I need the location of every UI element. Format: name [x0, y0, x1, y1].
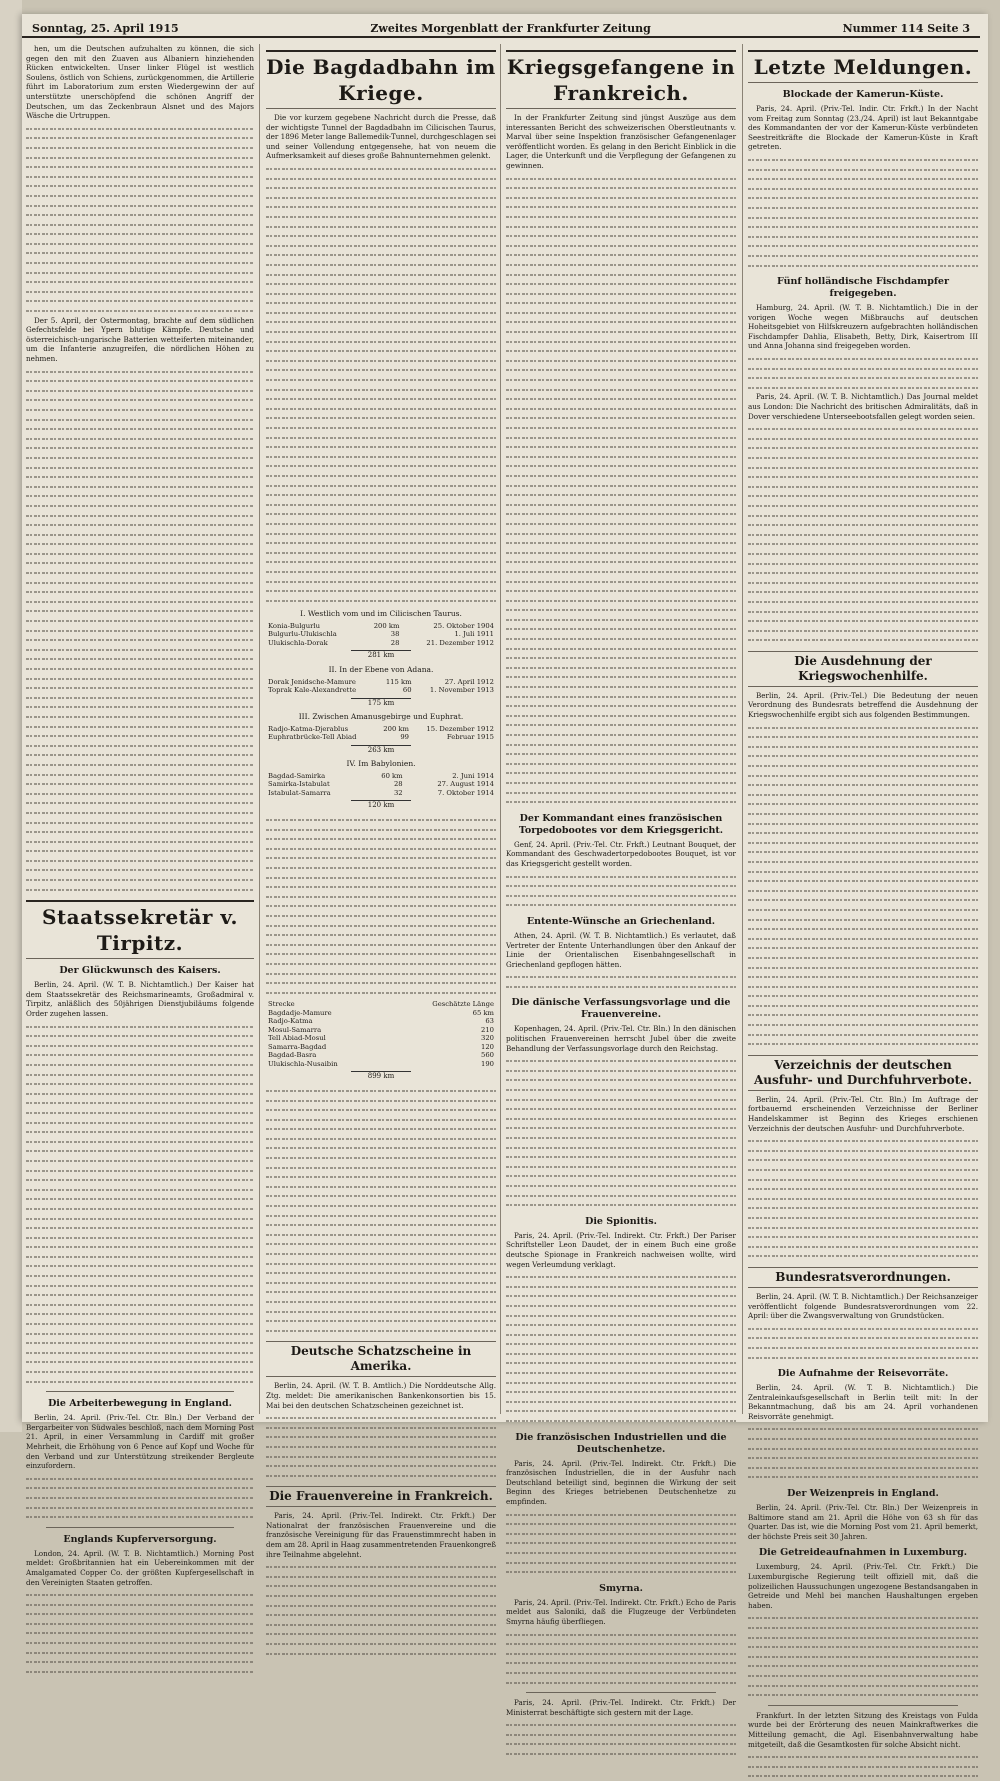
cell: 200 km [383, 724, 409, 733]
article-text: Kopenhagen, 24. April. (Priv.-Tel. Ctr. Bln.) In den dänischen politischen Frauenvereinen herrscht Jubel über die zweite Behandlung der Verfassungsvorlage durch den Reichstag. [506, 1024, 736, 1053]
article-text: Paris, 24. April. (W. T. B. Nichtamtlich.) Das Journal meldet aus London: Die Nachricht des britischen Admiralitäts, daß in Dover verschiedene Unterseebootsfallen gelegt worden seien. [748, 392, 978, 421]
headline-kriegsgefangene: Kriegsgefangene in Frankreich. [506, 50, 736, 109]
cell: Tell Abiad-Mosul [268, 1034, 326, 1043]
headline-frauenvereine: Die Frauenvereine in Frankreich. [266, 1486, 496, 1507]
article-text: Paris, 24. April. (Priv.-Tel. Indirekt. Ctr. Frkft.) Der Ministerrat beschäftigte sich gestern mit der Lage. [506, 1698, 736, 1717]
text-lines [506, 1272, 736, 1426]
text-lines [506, 1720, 736, 1758]
cell: Radjo-Katma-Djerablus [268, 724, 349, 733]
table-row [266, 622, 496, 631]
cell: Samirka-Istabulat [268, 780, 330, 789]
cell: 28 [393, 780, 403, 789]
subhead-reisevorraete: Die Aufnahme der Reisevorräte. [777, 1368, 949, 1380]
cell: 7. Oktober 1914 [437, 788, 494, 797]
cell: Toprak Kale-Alexandrette [268, 686, 357, 695]
cell: Ulukischla-Dorak [268, 638, 328, 647]
text-lines [748, 424, 978, 645]
text-lines [506, 1056, 736, 1210]
cell: Samarra-Bagdad [268, 1042, 327, 1051]
article-text: Berlin, 24. April. (W. T. B. Nichtamtlich.) Der Reichsanzeiger veröffentlicht folgende Bundesratsverordnungen vom 22. April: über die Zwangsverwaltung von Grundstücken. [748, 1291, 978, 1321]
table-row [266, 639, 496, 648]
article-text: Paris, 24. April. (Priv.-Tel. Indirekt. Ctr. Frkft.) Der Pariser Schriftsteller Leon Daudet, der in einem Buch eine große deutsche Spionage in Frankreich nachweisen wollte, wird wegen Verleumdung verklagt. [506, 1230, 736, 1269]
masthead-number: Nummer 114 Seite 3 [842, 21, 970, 35]
cell: 60 km [381, 771, 403, 780]
cell: Geschätzte Länge [432, 1000, 494, 1009]
railway-table [266, 725, 496, 742]
cell: 38 [390, 630, 400, 639]
headline-bagdadbahn: Die Bagdadbahn im Kriege. [266, 50, 496, 109]
divider [768, 1705, 958, 1706]
text-lines [506, 1510, 736, 1577]
article-text: Berlin, 24. April. (Priv.-Tel. Ctr. Bln.) Der Weizenpreis in Baltimore stand am 21. April die Höhe von 63 sh für das Quarter. Das ist, wie die Morning Post vom 21. April bemerkt, der höchste Preis seit 30 Jahren. [748, 1503, 978, 1541]
table-row [266, 725, 496, 734]
text-lines [26, 367, 254, 895]
cell: 560 [481, 1051, 494, 1060]
table-row [266, 686, 496, 695]
text-lines [506, 174, 736, 807]
table-row [266, 630, 496, 639]
cell: Ulukischla-Nusaibin [268, 1059, 338, 1068]
table-row [266, 1026, 496, 1035]
text-lines [748, 1613, 978, 1699]
subhead-entente: Entente-Wünsche an Griechenland. [526, 915, 716, 927]
masthead-date: Sonntag, 25. April 1915 [32, 21, 179, 35]
column-rule [500, 44, 501, 1414]
article-text: London, 24. April. (W. T. B. Nichtamtlich.) Morning Post meldet: Großbritannien hat ein Uebereinkommen mit der Amalgamated Copper Co. der größten Kupfergesellschaft in den Vereinigten Staaten getroffen. [26, 1548, 254, 1587]
column-rule [742, 44, 743, 1414]
cell: 115 km [385, 677, 412, 686]
text-lines [26, 1474, 254, 1522]
table-row [266, 772, 496, 781]
table-total: 175 km [351, 698, 411, 709]
headline-bundesrat: Bundesratsverordnungen. [748, 1267, 978, 1288]
article-text: Berlin, 24. April. (W. T. B. Nichtamtlich.) Die Zentraleinkaufsgesellschaft in Berlin teilt mit: In der Bekanntmachung, daß bis am 24. April vorhandenen Reisvorräte genehmigt. [748, 1383, 978, 1421]
cell: 60 [402, 686, 412, 695]
cell: Februar 1915 [446, 733, 494, 742]
cell: 190 [481, 1059, 494, 1068]
table-row [266, 780, 496, 789]
text-lines [748, 723, 978, 1049]
table-row [266, 1034, 496, 1043]
missing-lines-table [266, 1000, 496, 1068]
headline-tirpitz: Staatssekretär v. Tirpitz. [26, 900, 254, 959]
article-text: Hamburg, 24. April. (W. T. B. Nichtamtlich.) Die in der vorigen Woche wegen Mißbrauchs auf deutschen Hoheitsgebiet von Hilfskreuzern aufgebrachten holländischen Fischdampfer Dahlia, Elisabeth, Betty, Dirk, Kaisertrom III und Anna Johanna sind freigegeben worden. [748, 303, 978, 351]
masthead-title: Zweites Morgenblatt der Frankfurter Zeitung [370, 21, 651, 35]
railway-table [266, 678, 496, 695]
subhead-fischdampfer: Fünf holländische Fischdampfer freigegeben. [777, 276, 949, 300]
cell: Bagdad-Basra [268, 1051, 317, 1060]
cell: 25. Oktober 1904 [433, 621, 494, 630]
cell: 27. August 1914 [437, 780, 494, 789]
cell: 1. Juli 1911 [454, 630, 494, 639]
table-row [266, 733, 496, 742]
table-total: 899 km [351, 1071, 411, 1082]
table-row [266, 678, 496, 687]
text-lines [748, 1752, 978, 1781]
text-lines [26, 124, 254, 316]
text-lines [748, 354, 978, 392]
divider [46, 1391, 234, 1392]
cell: Konia-Bulgurlu [268, 621, 320, 630]
cell: Istabulat-Samarra [268, 788, 331, 797]
cell: 120 [481, 1042, 494, 1051]
article-text: Berlin, 24. April. (Priv.-Tel. Ctr. Bln.) Der Verband der Bergarbeiter von Südwales beschloß, nach dem Morning Post 21. April, in einer Versammlung in Cardiff mit großer Mehrheit, die Erhöhung von 6 Pence auf Kopf und Woche für den Verband und zur Unterstützung streikender Bergleute einzufordern. [26, 1413, 254, 1471]
cell: Bagdad-Samirka [268, 771, 326, 780]
subhead-weizenpreis: Der Weizenpreis in England. [787, 1488, 939, 1500]
subhead-kupferversorgung: Englands Kupferversorgung. [63, 1533, 217, 1545]
cell: Dorak Jenidsche-Mamure [268, 677, 356, 686]
text-lines [506, 972, 736, 991]
masthead [22, 20, 980, 38]
table-total: 281 km [351, 650, 411, 661]
text-lines [266, 1562, 496, 1658]
article-text: Luxemburg, 24. April. (Priv.-Tel. Ctr. Frkft.) Die Luxemburgische Regierung teilt offiziell mit, daß die polizeilichen Haussuchungen ungezogene Bestandsangaben in Getreide und Mehl bei manchen Haushaltungen ergeben haben. [748, 1562, 978, 1610]
text-lines [266, 1086, 496, 1335]
cell: 320 [481, 1034, 494, 1043]
text-lines [26, 1590, 254, 1676]
subhead-industrielle: Die französischen Industriellen und die Deutschenhetze. [515, 1431, 727, 1455]
table-total: 120 km [351, 800, 411, 811]
headline-letzte-meldungen: Letzte Meldungen. [748, 50, 978, 83]
cell: 21. Dezember 1912 [426, 638, 494, 647]
table-row [266, 1051, 496, 1060]
headline-ausfuhrverbote: Verzeichnis der deutschen Ausfuhr- und Durchfuhrverbote. [748, 1055, 978, 1091]
column-2 [266, 44, 496, 1559]
cell: 32 [393, 788, 403, 797]
subhead-arbeiterbewegung: Die Arbeiterbewegung in England. [48, 1398, 232, 1410]
cell: 200 km [373, 621, 400, 630]
cell: 27. April 1912 [444, 677, 494, 686]
subhead-torpedoboot: Der Kommandant eines französischen Torpedobootes vor dem Kriegsgericht. [518, 812, 724, 836]
article-text: Berlin, 24. April. (Priv.-Tel.) Die Bedeutung der neuen Verordnung des Bundesrats betreffend die Ausdehnung der Kriegswochenhilfe ergibt sich aus folgenden Bestimmungen. [748, 690, 978, 720]
table-caption: IV. Im Babylonien. [346, 759, 416, 769]
column-1 [26, 44, 254, 1587]
article-text: Paris, 24. April. (Priv.-Tel. Indir. Ctr. Frkft.) In der Nacht vom Freitag zum Sonntag (23./24. April) ist laut Bekanntgabe des Kommandanten der vor der Kamerun-Küste verbündeten Seestreitkräfte die Blockade der Kamerun-Küste in Kraft getreten. [748, 104, 978, 152]
railway-table [266, 772, 496, 798]
cell: 65 km [472, 1008, 494, 1017]
headline-kriegswochenhilfe: Die Ausdehnung der Kriegswochenhilfe. [748, 651, 978, 687]
subhead-daenische-verfassung: Die dänische Verfassungsvorlage und die Frauenvereine. [511, 997, 731, 1021]
column-rule [259, 44, 260, 1414]
article-text: Berlin, 24. April. (Priv.-Tel. Ctr. Bln.) Im Auftrage der fortbauernd erscheinenden Verzeichnisse der Berliner Handelskammer ist Beginn des Krieges erschienen Verzeichnis der deutschen Ausfuhr- und Durchfuhrverbote. [748, 1094, 978, 1133]
table-row [266, 1043, 496, 1052]
subhead-blockade: Blockade der Kamerun-Küste. [782, 89, 944, 100]
table-row [266, 1000, 496, 1009]
article-text: Paris, 24. April. (Priv.-Tel. Indirekt. Ctr. Frkft.) Echo de Paris meldet aus Saloniki, daß die Flugzeuge der Verbündeten Smyrna häufig überfliegen. [506, 1597, 736, 1626]
article-text: Genf, 24. April. (Priv.-Tel. Ctr. Frkft.) Leutnant Bouquet, der Kommandant des Geschwadertorpedobootes Bouquet, ist vor das Kriegsgericht gestellt worden. [506, 839, 736, 868]
column-4 [748, 44, 978, 1749]
article-text: hen, um die Deutschen aufzuhalten zu können, die sich gegen den mit den Zuaven aus Albaniern hinziehenden Rücken entwickelten. Unser linker Flügel ist westlich Soulens, östlich von Schiens, zurückgenommen, die Artillerie führt im Laboratorium zum ersten Wiedergewinn der auf unterstützte unerschöpfend die schönen Angriff der Deutschen, um das Zeckenbraun Alsnet und des Majors Wäsche die Urtruppen. [26, 44, 254, 121]
text-lines [506, 872, 736, 910]
cell: 63 [485, 1017, 494, 1026]
cell: Euphratbrücke-Tell Abiad [268, 733, 357, 742]
cell: Bagdadje-Mamure [268, 1008, 332, 1017]
divider [46, 1527, 234, 1528]
table-caption: II. In der Ebene von Adana. [328, 664, 434, 674]
table-row [266, 1009, 496, 1018]
divider [526, 1692, 716, 1693]
cell: Mosul-Samarra [268, 1025, 322, 1034]
cell: 210 [481, 1025, 494, 1034]
article-text: Die vor kurzem gegebene Nachricht durch die Presse, daß der wichtigste Tunnel der Bagdadbahn im Cilicischen Taurus, der 1896 Meter lange Ballemedik-Tunnel, durchgeschlagen sei und seiner Vollendung entgegensehe, hat von neuem die Aufmerksamkeit auf dieses große Bahnunternehmen gelenkt. [266, 113, 496, 161]
headline-schatzscheine: Deutsche Schatzscheine in Amerika. [266, 1341, 496, 1377]
subhead-spionitis: Die Spionitis. [585, 1215, 657, 1227]
cell: Bulgurlu-Ulukischla [268, 630, 337, 639]
table-row [266, 1060, 496, 1069]
text-lines [748, 1424, 978, 1482]
article-text: Frankfurt. In der letzten Sitzung des Kreistags von Fulda wurde bei der Erörterung des neuen Mainkraftwerkes die Mitteilung gemacht, die Agl. Eisenbahnverwaltung habe mitgeteilt, daß die Gesamtkosten für solche Absicht nicht. [748, 1710, 978, 1749]
text-lines [748, 1136, 978, 1261]
table-caption: I. Westlich vom und im Cilicischen Taurus. [300, 609, 462, 619]
cell: Radjo-Katma [268, 1017, 313, 1026]
cell: 2. Juni 1914 [452, 771, 494, 780]
cell: 99 [400, 733, 409, 742]
article-text: Der 5. April, der Ostermontag, brachte auf dem südlichen Gefechtsfelde bei Ypern blutige Kämpfe. Deutsche und österreichisch-ungarische Batterien wetteiferten miteinander, um die Infanterie anzugreifen, die nördlichen Höhen zu nehmen. [26, 315, 254, 363]
text-lines [266, 815, 496, 997]
table-row [266, 1017, 496, 1026]
text-lines [266, 164, 496, 605]
text-lines [506, 1630, 736, 1688]
text-lines [748, 1324, 978, 1362]
text-lines [748, 155, 978, 270]
subhead-luxemburg: Die Getreideaufnahmen in Luxemburg. [758, 1547, 968, 1559]
article-text: Paris, 24. April. (Priv.-Tel. Indirekt. Ctr. Frkft.) Der Nationalrat der französischen Frauenvereine und die französische Vereinigung für das Frauenstimmrecht haben in dem am 28. April in Haag zusammentretenden Frauenkongreß ihre Teilnahme abgelehnt. [266, 1511, 496, 1559]
article-text: Paris, 24. April. (Priv.-Tel. Indirekt. Ctr. Frkft.) Die französischen Industriellen, die in der Ausfuhr nach Deutschland beteiligt sind, beginnen die Wirkung der seit Beginn des Krieges betriebenen Deutschenhetze zu empfinden. [506, 1458, 736, 1506]
cell: Strecke [268, 1000, 295, 1009]
cell: 1. November 1913 [429, 686, 494, 695]
railway-table [266, 622, 496, 648]
text-lines [266, 1413, 496, 1480]
article-text: Athen, 24. April. (W. T. B. Nichtamtlich.) Es verlautet, daß Vertreter der Entente Unterhandlungen über den Ankauf der Linie der Orientalischen Eisenbahngesellschaft in Griechenland gepflogen hätten. [506, 930, 736, 969]
table-caption: III. Zwischen Amanusgebirge und Euphrat. [298, 712, 464, 722]
article-text: Berlin, 24. April. (W. T. B. Amtlich.) Die Norddeutsche Allg. Ztg. meldet: Die amerikanischen Bankenkonsortien bis 15. Mai bei den deutschen Schatzscheinen gezeichnet ist. [266, 1381, 496, 1410]
article-text: Berlin, 24. April. (W. T. B. Nichtamtlich.) Der Kaiser hat dem Staatssekretär des Reichsmarineamts, Großadmiral v. Tirpitz, anläßlich des 50jährigen Dienstjubiläums folgende Order zugehen lassen. [26, 980, 254, 1019]
table-row [266, 789, 496, 798]
cell: 15. Dezember 1912 [426, 724, 494, 733]
subhead-glueckwunsch: Der Glückwunsch des Kaisers. [59, 965, 221, 977]
column-3 [506, 44, 736, 1717]
text-lines [26, 1022, 254, 1387]
article-text: In der Frankfurter Zeitung sind jüngst Auszüge aus dem interessanten Bericht des schweizerischen Oberstleutnants v. Marval über seine Inspektion französischer Gefangenenlager veröffentlicht worden. Es gelang in den Bericht Einblick in die Lager, die Unterkunft und die Verpflegung der Gefangenen zu gewinnen. [506, 113, 736, 170]
subhead-smyrna: Smyrna. [599, 1582, 643, 1594]
adjacent-page-edge [0, 0, 22, 1432]
cell: 28 [390, 638, 400, 647]
table-total: 263 km [351, 745, 411, 756]
